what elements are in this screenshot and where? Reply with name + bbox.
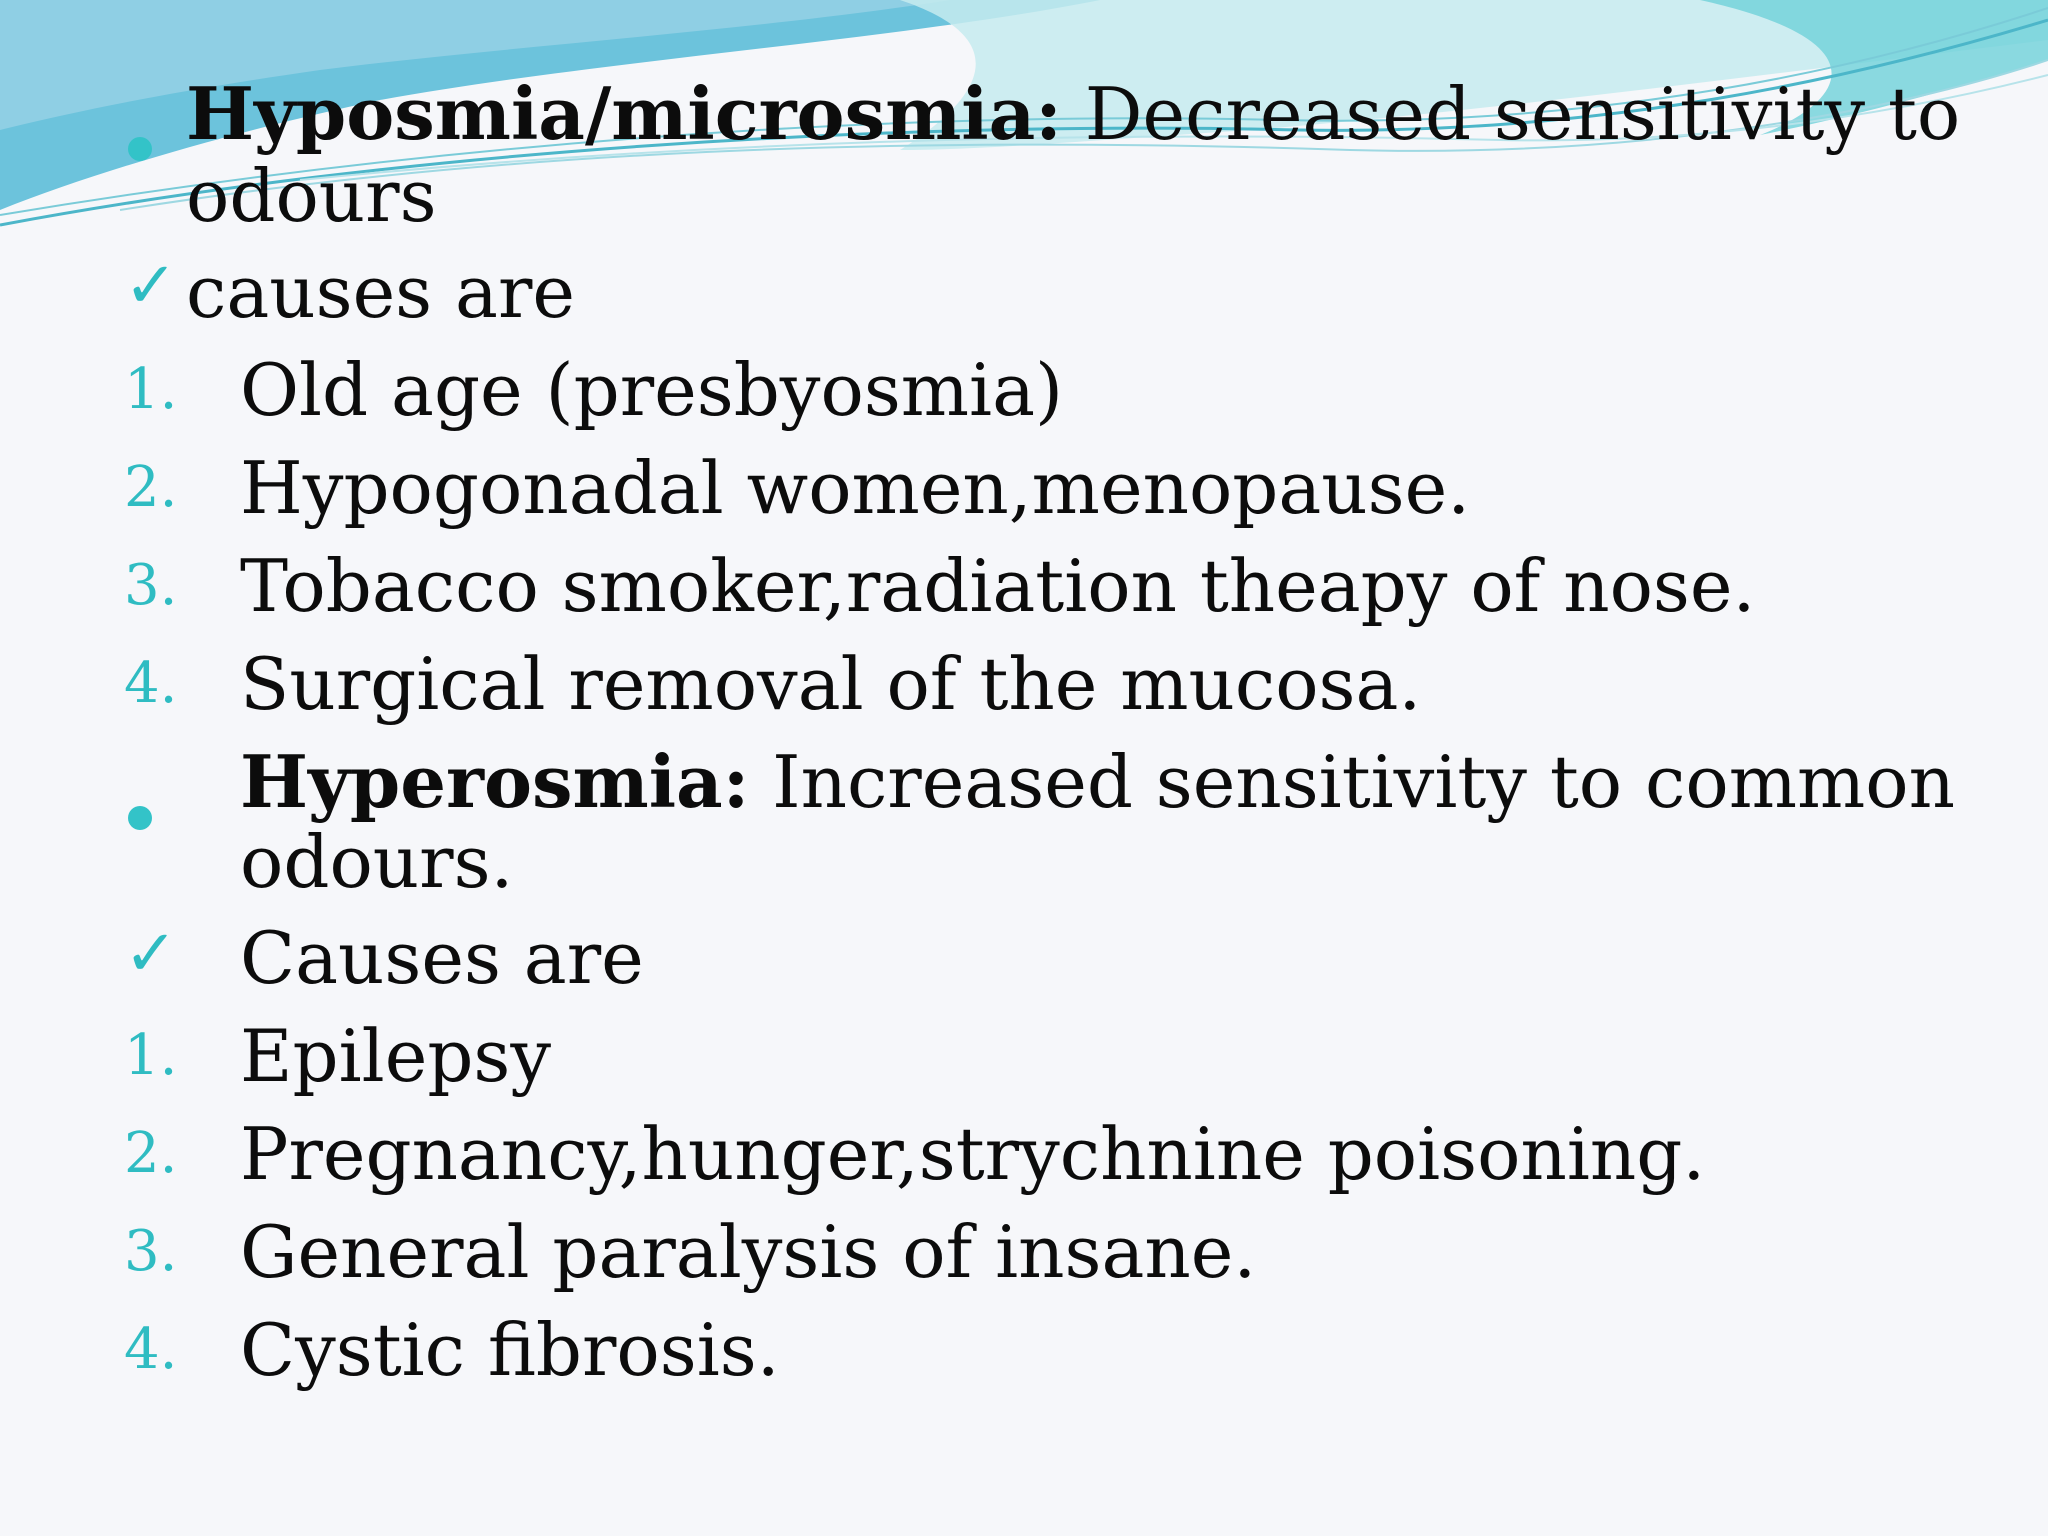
list-number: 2. [124,455,178,520]
list-item-text: Epilepsy [240,1014,552,1098]
hyperosmia-definition-text: Increased sensitivity to common [749,740,1955,824]
dot-bullet-icon [128,101,152,181]
hyposmia-definition-line1 [186,71,1961,156]
list-number: 3. [124,1219,178,1284]
hyperosmia-definition-line1 [240,739,1955,824]
hyposmia-definition-text: Decreased sensitivity to [1061,72,1961,156]
list-number: 1. [124,1023,178,1088]
hyperosmia-definition-line2: odours. [240,820,514,904]
hyposmia-term: Hyposmia/microsmia: [186,71,1062,156]
hyperosmia-causes-heading-text: Causes are [240,916,644,1000]
list-item-text: Surgical removal of the mucosa. [240,642,1422,726]
list-number: 3. [124,553,178,618]
hyperosmia-term: Hyperosmia: [240,739,750,824]
list-number: 2. [124,1121,178,1186]
hyposmia-definition-line2: odours [186,154,437,238]
list-number: 4. [124,651,178,716]
list-number: 1. [124,357,178,422]
checkmark-icon: ✓ [124,917,178,991]
list-item-text: Cystic fibrosis. [240,1308,780,1392]
list-item-text: Old age (presbyosmia) [240,348,1064,432]
checkmark-icon: ✓ [124,249,178,323]
dot-bullet-icon [128,770,152,850]
list-item-text: Hypogonadal women,menopause. [240,446,1471,530]
list-item-text: General paralysis of insane. [240,1210,1257,1294]
list-number: 4. [124,1317,178,1382]
hyposmia-causes-heading-text: causes are [186,250,575,334]
list-item-text: Pregnancy,hunger,strychnine poisoning. [240,1112,1706,1196]
list-item-text: Tobacco smoker,radiation theapy of nose. [240,544,1756,628]
